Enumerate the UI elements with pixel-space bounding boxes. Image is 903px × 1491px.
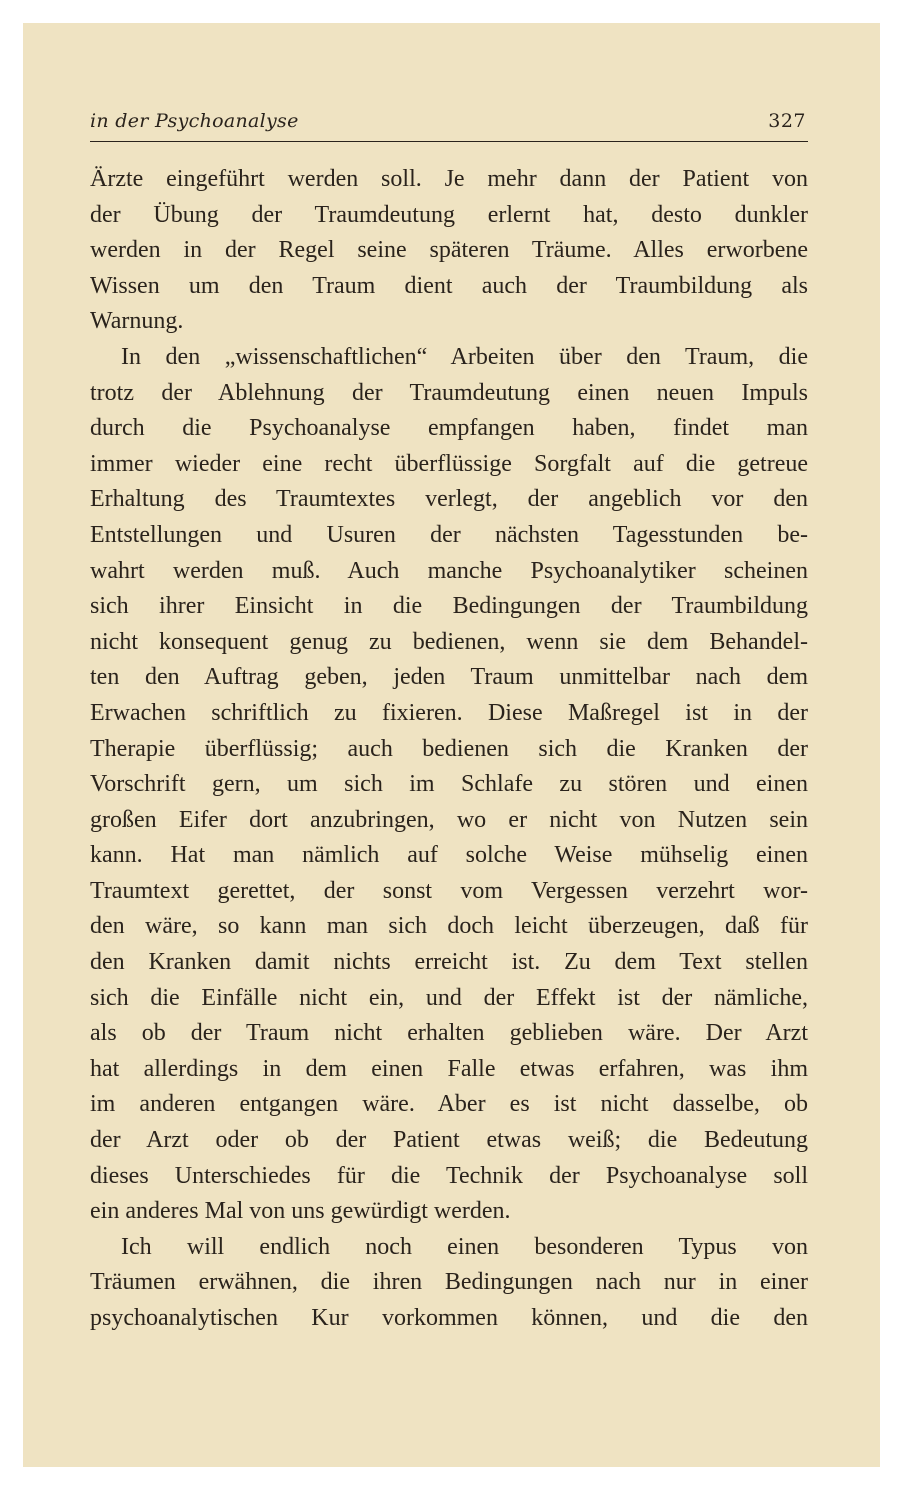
- text-line: sich die Einfälle nicht ein, und der Effekt ist der nämliche,: [90, 984, 808, 1011]
- text-line: Ärzte eingeführt werden soll. Je mehr dann der Patient von: [90, 166, 808, 192]
- text-line: psychoanalytischen Kur vorkommen können, und die den: [90, 1305, 808, 1331]
- text-line: sich ihrer Einsicht in die Bedingungen der Traumbildung: [90, 593, 808, 620]
- text-line: Träumen erwähnen, die ihren Bedingungen nach nur in einer: [90, 1269, 808, 1296]
- text-line: dieses Unterschiedes für die Technik der Psychoanalyse soll: [90, 1162, 808, 1189]
- text-line: werden in der Regel seine späteren Träume. Alles erworbene: [90, 237, 808, 264]
- page-number: 327: [768, 110, 806, 132]
- paragraph: [90, 1230, 808, 1337]
- page-header: [90, 107, 808, 142]
- text-line: der Übung der Traumdeutung erlernt hat, desto dunkler: [90, 201, 808, 228]
- text-line: Entstellungen und Usuren der nächsten Tagesstunden be-: [90, 521, 808, 548]
- text-line: wahrt werden muß. Auch manche Psychoanalytiker scheinen: [90, 557, 808, 584]
- text-line: Vorschrift gern, um sich im Schlafe zu stören und einen: [90, 771, 808, 798]
- text-line: ein anderes Mal von uns gewürdigt werden.: [90, 1198, 511, 1225]
- text-line: Traumtext gerettet, der sonst vom Vergessen verzehrt wor-: [90, 877, 808, 904]
- text-line: ten den Auftrag geben, jeden Traum unmittelbar nach dem: [90, 664, 808, 691]
- text-line: großen Eifer dort anzubringen, wo er nicht von Nutzen sein: [90, 806, 808, 833]
- text-line: Warnung.: [90, 308, 184, 335]
- text-line: Ich will endlich noch einen besonderen Typus von: [121, 1233, 808, 1260]
- text-line: nicht konsequent genug zu bedienen, wenn sie dem Behandel-: [90, 628, 808, 655]
- text-line: hat allerdings in dem einen Falle etwas erfahren, was ihm: [90, 1055, 808, 1082]
- paragraph: [90, 162, 808, 340]
- text-line: immer wieder eine recht überflüssige Sorgfalt auf die getreue: [90, 450, 808, 477]
- text-line: In den „wissenschaftlichen“ Arbeiten über den Traum, die: [121, 343, 808, 370]
- paragraph: [90, 340, 808, 1230]
- text-line: als ob der Traum nicht erhalten geblieben wäre. Der Arzt: [90, 1020, 808, 1047]
- page-body: [90, 162, 808, 1337]
- text-line: Erwachen schriftlich zu fixieren. Diese Maßregel ist in der: [90, 699, 808, 726]
- text-line: trotz der Ablehnung der Traumdeutung einen neuen Impuls: [90, 379, 808, 406]
- text-line: Therapie überflüssig; auch bedienen sich die Kranken der: [90, 735, 808, 762]
- text-line: Wissen um den Traum dient auch der Traumbildung als: [90, 272, 808, 299]
- text-line: der Arzt oder ob der Patient etwas weiß; die Bedeutung: [90, 1127, 808, 1154]
- text-line: kann. Hat man nämlich auf solche Weise mühselig einen: [90, 842, 808, 869]
- text-line: den Kranken damit nichts erreicht ist. Zu dem Text stellen: [90, 949, 808, 976]
- text-line: den wäre, so kann man sich doch leicht überzeugen, daß für: [90, 913, 808, 940]
- text-line: durch die Psychoanalyse empfangen haben, findet man: [90, 415, 808, 442]
- text-line: Erhaltung des Traumtextes verlegt, der angeblich vor den: [90, 486, 808, 513]
- text-line: im anderen entgangen wäre. Aber es ist nicht dasselbe, ob: [90, 1091, 808, 1118]
- running-head: in der Psychoanalyse: [90, 110, 299, 132]
